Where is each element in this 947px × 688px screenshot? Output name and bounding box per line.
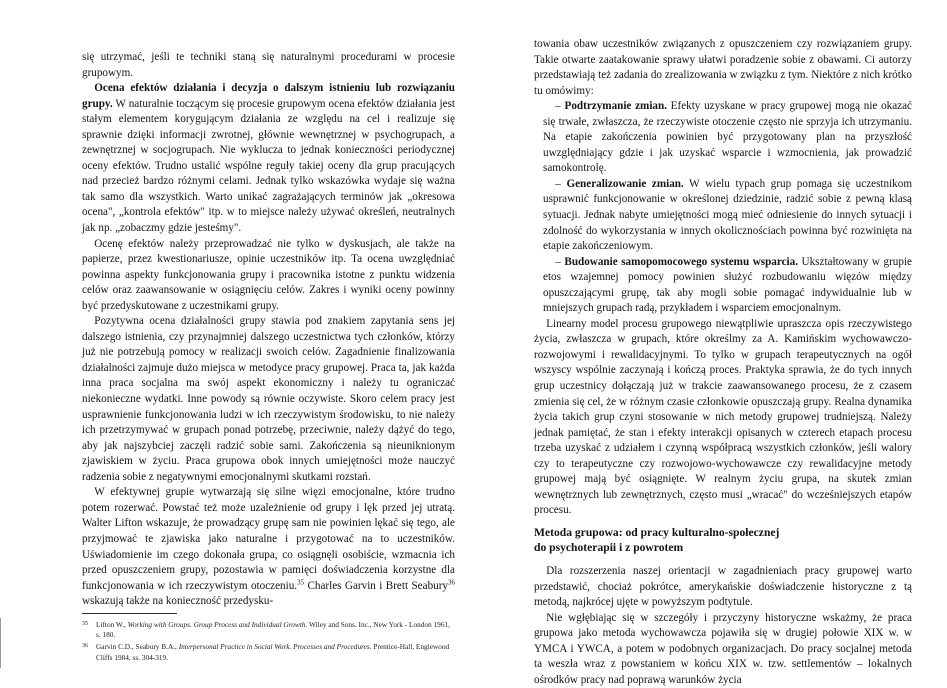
footnote-author: Garvin C.D., Seabury B.A., bbox=[96, 642, 179, 652]
bullet-item: – Generalizowanie zmian. W wielu typach grup pomaga się uczestnikom usprawnić funkcjonowanie w określonej dziedzinie, radzić sobie z pewną klasą sytuacji. Jednak nabyte umiejętności mogą mieć odniesienie do innych sytuacji i zdolność do wykorzystania w innych okolicznościach powinna być rozwinięta na etapie zakończeniowym. bbox=[543, 177, 912, 253]
bullet-item-text: W wielu typach grup pomaga się uczestnikom usprawnić funkcjonowanie w określonej dziedzinie, radzić sobie z pewną klasą sytuacji. Jednak nabyte umiejętności mogą mieć odniesienie do innych sytuacji i zdolność do wykorzystania w innych okolicznościach powinna być rozwinięta na etapie zakończeniowym. bbox=[543, 177, 912, 253]
footnote-title: Interpersonal Practice in Social Work. Processes and Procedures. bbox=[178, 642, 372, 652]
footnotes bbox=[82, 620, 455, 665]
bullet-item: – Budowanie samopomocowego systemu wsparcia. Ukształtowany w grupie etos wzajemnej pomocy powinien służyć rozbudowaniu więzów między opuszczającymi grupę, tak aby mogli sobie pomagać indywidualnie lub w mniejszych grupach radą, przykładem i wsparciem emocjonalnym. bbox=[543, 255, 912, 315]
bullet-item-heading: Generalizowanie zmian. bbox=[566, 177, 684, 190]
left-paragraph-5-body: W efektywnej grupie wytwarzają się silne więzi emocjonalne, które trudno potem rozerwać. Powstać też może uzależnienie od grupy i lęk przed jej utratą. Walter Lifton wskazuje, że prowadzący grupę sam nie powinien lękać się tego, ale przyjmować te zjawiska jako naturalne i przygotować na to uczestników. Uświadomienie im czego dokonała grupa, co osiągnęli osobiście, wzmacnia ich przed opuszczeniem grupy, pozostawia w pamięci doświadczenia korzystne dla funkcjonowania w ich rzeczywistym otoczeniu. bbox=[82, 486, 455, 592]
footnote-ref-35[interactable]: 35 bbox=[297, 577, 305, 586]
left-paragraph-2 bbox=[82, 81, 455, 236]
left-page-text bbox=[82, 50, 455, 610]
section-heading-line-2: do psychoterapii i z powrotem bbox=[534, 541, 684, 555]
right-page-text bbox=[534, 37, 912, 688]
right-paragraph-3: Dla rozszerzenia naszej orientacji w zagadnieniach pracy grupowej warto przedstawić, chociaż pokrótce, amerykańskie doświadczenie historyczne z tą metodą, najkrócej ujęte w powyższym podtytule. bbox=[534, 564, 912, 609]
bullet-item: – Podtrzymanie zmian. Efekty uzyskane w pracy grupowej mogą nie okazać się trwałe, zwłaszcza, że rzeczywiste otoczenie często nie sprzyja ich utrzymaniu. Na etapie zakończenia powinien być przygotowany plan na przyszłość uwzględniający gdzie i jak uzyskać wsparcie i wzmocnienia, jak prowadzić samokontrolę. bbox=[543, 100, 913, 175]
footnote-text bbox=[96, 642, 455, 662]
right-page bbox=[470, 0, 947, 686]
left-paragraph-3: Ocenę efektów należy przeprowadzać nie tylko w dyskusjach, ale także na papierze, przez kwestionariusze, opinie uczestników itp. Ta ocena uwzględniać powinna aspekty funkcjonowania grupy i pracownika istotne z punktu widzenia celów oraz zaawansowanie w osiągnięciu celów. Zakres i wyniki oceny powinny być przedyskutowane z uczestnikami grupy. bbox=[82, 237, 455, 312]
footnote-36 bbox=[82, 642, 455, 662]
right-paragraph-2: Linearny model procesu grupowego niewątpliwie upraszcza opis rzeczywistego życia, zwłaszcza w grupach, które określmy za A. Kamińskim wychowawczo-rozwojowymi i rewalidacyjnymi. To tylko w grupach terapeutycznych na ogół wszyscy wspólnie zaczynają i kończą proces. Praktyka sprawia, że do tych innych grup uczestnicy dołączają już w trakcie zaawansowanego procesu, że z czasem zmienia się cel, że w różnym czasie członkowie opuszczają grupy. Realna dynamika życia takich grup czyni stosowanie w nich metody grupowej trudniejszą. Należy jednak pamiętać, że stan i efekty interakcji opisanych w czterech etapach procesu trzeba uzyskać z udziałem i czynną współpracą wszystkich członków, jeśli walory czy to terapeutyczne czy rozwojowo-wychowawcze czy rewalidacyjne metody grupowej mają być osiągnięte. W realnym życiu grupa, na skutek zmian wewnętrznych lub zewnętrznych, często musi „wracać" do wcześniejszych etapów procesu. bbox=[534, 317, 912, 517]
bullet-item-text: Ukształtowany w grupie etos wzajemnej pomocy powinien służyć rozbudowaniu więzów między opuszczającymi grupę, tak aby mogli sobie pomagać indywidualnie lub w mniejszych grupach radą, przykładem i wsparciem emocjonalnym. bbox=[543, 255, 912, 315]
section-heading bbox=[534, 525, 912, 556]
footnote-text bbox=[96, 620, 455, 640]
left-paragraph-4: Pozytywna ocena działalności grupy stawia pod znakiem zapytania sens jej dalszego istnienia, czy przynajmniej dalszego uczestnictwa tych członków, którzy już nie potrzebują pomocy w realizacji swoich celów. Zagadnienie finalizowania działalności zajmuje dużo miejsca w metodyce pracy grupowej. Praca ta, jak każda inna praca socjalna ma swój aspekt ekonomiczny i należy tu ograniczać niekonieczne wydatki. Inne powody są równie oczywiste. Skoro celem pracy jest usprawnienie funkcjonowania ludzi w ich rzeczywistym środowisku, to nie należy ich przetrzymywać w grupach ponad potrzebę, przeciwnie, należy dążyć do tego, aby jak najszybciej zaczęli radzić sobie sami. Zakończenia są nieuniknionym zjawiskiem w życiu. Praca grupowa obok innych umiejętności może nauczyć radzenia sobie z negatywnymi emocjonalnymi skutkami rozstań. bbox=[82, 315, 455, 483]
footnote-divider bbox=[82, 613, 177, 614]
footnote-number: 35 bbox=[82, 621, 88, 627]
left-paragraph-1: się utrzymać, jeśli te techniki staną się naturalnymi procedurami w procesie grupowym. bbox=[82, 51, 455, 79]
footnote-publisher: Wiley and Sons. Inc., New York - London 1961, s. 180. bbox=[96, 620, 450, 640]
bullet-item-text: Efekty uzyskane w pracy grupowej mogą nie okazać się trwałe, zwłaszcza, że rzeczywiste otoczenie często nie sprzyja ich utrzymaniu. Na etapie zakończenia powinien być przygotowany plan na przyszłość uwzględniający gdzie i jak uzyskać wsparcie i wzmocnienia, jak prowadzić samokontrolę. bbox=[543, 100, 913, 175]
left-paragraph-5-body-3: wskazują także na konieczność przedysku- bbox=[82, 595, 274, 608]
footnote-author: Lifton W., bbox=[96, 620, 128, 629]
bullet-item-heading: Podtrzymanie zmian. bbox=[564, 100, 667, 113]
left-paragraph-2-body: W naturalnie toczącym się procesie grupowym ocena efektów działania jest stałym elementem korygującym działania ze względu na cel i realizuje się sprawnie dzięki informacji zwrotnej, głównie wewnętrznej w psychogrupach, a zewnętrznej w socjogrupach. Nie wyklucza to jednak konieczności periodycznej oceny efektów. Trudno ustalić wspólne reguły takiej oceny dla grup pracujących nad przecież bardzo różnymi celami. Jednak tylko wskazówka wydaje się ważna tak samo dla wszystkich. Warto unikać zagrażających terminów jak „okresowa ocena", „kontrola efektów" itp. w to miejsce należy używać określeń, neutralnych jak np. „zobaczmy gdzie jesteśmy". bbox=[82, 97, 455, 235]
section-run-in-heading: Ocena efektów działania i decyzja o dalszym istnieniu lub rozwiązaniu grupy. bbox=[82, 82, 455, 110]
page-edge-line bbox=[0, 618, 7, 668]
right-paragraph-4: Nie wgłębiając się w szczegóły i przyczyny historyczne wskażmy, że praca grupowa jako metoda wychowawcza pojawiła się w drugiej połowie XIX w. w YMCA i YWCA, a potem w podobnych organizacjach. Do pracy socjalnej metoda ta weszła wraz z powstaniem w końcu XIX w. tzw. settlementów – lokalnych ośrodków pracy nad poprawą warunków życia bbox=[534, 611, 912, 686]
right-paragraph-1: towania obaw uczestników związanych z opuszczeniem czy rozwiązaniem grupy. Takie otwarte zaatakowanie sprawy ułatwi poradzenie sobie z obawami. Ci autorzy przedstawiają też zadania do zrealizowania w związku z tym. Niektóre z nich krótko tu omówimy: bbox=[534, 38, 912, 97]
bullet-item-heading: Budowanie samopomocowego systemu wsparcia. bbox=[564, 255, 798, 268]
footnote-35 bbox=[82, 620, 455, 640]
section-heading-line-1: Metoda grupowa: od pracy kulturalno-społecznej bbox=[534, 525, 780, 539]
footnote-ref-36[interactable]: 36 bbox=[448, 577, 455, 586]
footnote-publisher: Prentice-Hall, Englewood Cliffs 1984, ss. 304-319. bbox=[96, 642, 450, 662]
footnote-number: 36 bbox=[82, 643, 88, 650]
left-paragraph-5-body-2: Charles Garvin i Brett Seabury bbox=[304, 579, 448, 592]
left-page bbox=[0, 0, 470, 670]
left-paragraph-5 bbox=[82, 485, 455, 609]
footnote-title: Working with Groups. Group Process and Individual Growth. bbox=[127, 620, 308, 629]
